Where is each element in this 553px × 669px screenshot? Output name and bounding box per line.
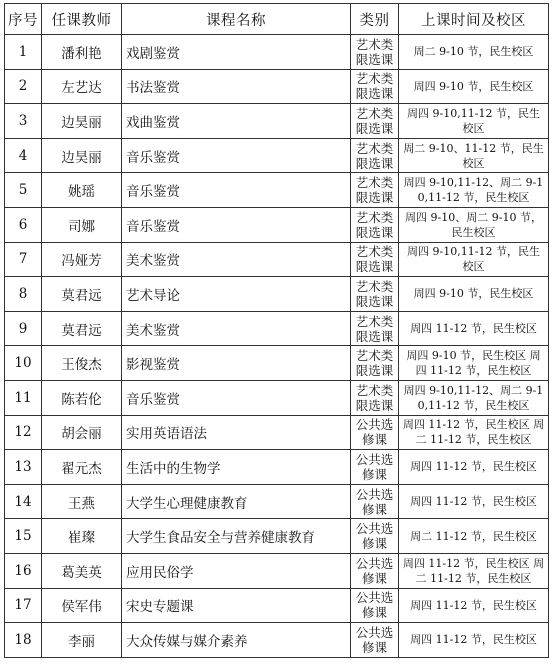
cell-teacher: 冯娅芳 <box>42 242 122 277</box>
cell-course-name: 戏曲鉴赏 <box>122 104 351 139</box>
cell-course-name: 书法鉴赏 <box>122 69 351 104</box>
cell-time-and-campus: 周四 9-10,11-12、周二 9-10,11-12 节，民生校区 <box>399 173 549 208</box>
cell-course-name: 影视鉴赏 <box>122 346 351 381</box>
cell-teacher: 边昊丽 <box>42 104 122 139</box>
table-row <box>5 207 549 242</box>
cell-time-and-campus: 周四 9-10,11-12 节，民生校区 <box>399 104 549 139</box>
table-header-row <box>5 4 549 35</box>
cell-serial-number: 7 <box>5 242 42 277</box>
cell-serial-number: 14 <box>5 484 42 519</box>
table-row <box>5 588 549 623</box>
cell-teacher: 姚瑶 <box>42 173 122 208</box>
cell-course-name: 艺术导论 <box>122 277 351 312</box>
header-category: 类别 <box>351 4 399 35</box>
cell-serial-number: 1 <box>5 35 42 70</box>
cell-serial-number: 10 <box>5 346 42 381</box>
course-table-body <box>5 35 549 658</box>
cell-serial-number: 15 <box>5 519 42 554</box>
table-row <box>5 173 549 208</box>
cell-serial-number: 9 <box>5 311 42 346</box>
cell-serial-number: 12 <box>5 415 42 450</box>
table-row <box>5 277 549 312</box>
cell-teacher: 侯军伟 <box>42 588 122 623</box>
cell-category: 公共选修课 <box>351 588 399 623</box>
cell-time-and-campus: 周四 9-10 节，民生校区 <box>399 69 549 104</box>
table-row <box>5 311 549 346</box>
table-row <box>5 484 549 519</box>
cell-category: 公共选修课 <box>351 553 399 588</box>
cell-time-and-campus: 周二 9-10、11-12 节，民生校区 <box>399 138 549 173</box>
cell-teacher: 葛美英 <box>42 553 122 588</box>
cell-teacher: 王燕 <box>42 484 122 519</box>
cell-category: 艺术类限选课 <box>351 35 399 70</box>
header-teacher: 任课教师 <box>42 4 122 35</box>
table-row <box>5 138 549 173</box>
header-time-and-campus: 上课时间及校区 <box>399 4 549 35</box>
cell-time-and-campus: 周二 9-10 节，民生校区 <box>399 35 549 70</box>
cell-teacher: 崔璨 <box>42 519 122 554</box>
cell-course-name: 音乐鉴赏 <box>122 173 351 208</box>
header-course-name: 课程名称 <box>122 4 351 35</box>
cell-time-and-campus: 周四 11-12 节，民生校区 <box>399 623 549 658</box>
course-table <box>4 3 549 658</box>
cell-serial-number: 3 <box>5 104 42 139</box>
cell-serial-number: 11 <box>5 380 42 415</box>
table-row <box>5 623 549 658</box>
table-row <box>5 415 549 450</box>
cell-time-and-campus: 周四 9-10 节，民生校区 周四 11-12 节，民生校区 <box>399 346 549 381</box>
cell-teacher: 胡会丽 <box>42 415 122 450</box>
cell-category: 艺术类限选课 <box>351 277 399 312</box>
cell-serial-number: 6 <box>5 207 42 242</box>
cell-course-name: 宋史专题课 <box>122 588 351 623</box>
cell-category: 艺术类限选课 <box>351 104 399 139</box>
cell-time-and-campus: 周四 9-10、周二 9-10 节，民生校区 <box>399 207 549 242</box>
cell-serial-number: 4 <box>5 138 42 173</box>
cell-time-and-campus: 周四 11-12 节，民生校区 <box>399 450 549 485</box>
cell-course-name: 大众传媒与媒介素养 <box>122 623 351 658</box>
cell-time-and-campus: 周四 9-10,11-12、周二 9-10,11-12 节，民生校区 <box>399 380 549 415</box>
cell-category: 艺术类限选课 <box>351 69 399 104</box>
cell-course-name: 美术鉴赏 <box>122 311 351 346</box>
cell-teacher: 司娜 <box>42 207 122 242</box>
cell-category: 公共选修课 <box>351 415 399 450</box>
cell-category: 公共选修课 <box>351 450 399 485</box>
table-row <box>5 450 549 485</box>
cell-serial-number: 17 <box>5 588 42 623</box>
cell-course-name: 大学生食品安全与营养健康教育 <box>122 519 351 554</box>
cell-category: 公共选修课 <box>351 623 399 658</box>
cell-teacher: 莫君远 <box>42 311 122 346</box>
cell-category: 公共选修课 <box>351 484 399 519</box>
cell-time-and-campus: 周二 11-12 节，民生校区 <box>399 519 549 554</box>
cell-course-name: 实用英语语法 <box>122 415 351 450</box>
cell-course-name: 戏剧鉴赏 <box>122 35 351 70</box>
cell-serial-number: 2 <box>5 69 42 104</box>
cell-serial-number: 18 <box>5 623 42 658</box>
cell-teacher: 王俊杰 <box>42 346 122 381</box>
cell-teacher: 边昊丽 <box>42 138 122 173</box>
cell-course-name: 生活中的生物学 <box>122 450 351 485</box>
cell-serial-number: 5 <box>5 173 42 208</box>
cell-course-name: 音乐鉴赏 <box>122 380 351 415</box>
cell-course-name: 音乐鉴赏 <box>122 138 351 173</box>
header-serial-number: 序号 <box>5 4 42 35</box>
cell-time-and-campus: 周四 11-12 节，民生校区 周二 11-12 节，民生校区 <box>399 553 549 588</box>
cell-serial-number: 13 <box>5 450 42 485</box>
table-row <box>5 35 549 70</box>
cell-category: 艺术类限选课 <box>351 380 399 415</box>
cell-teacher: 翟元杰 <box>42 450 122 485</box>
table-row <box>5 553 549 588</box>
table-row <box>5 346 549 381</box>
cell-teacher: 莫君远 <box>42 277 122 312</box>
cell-teacher: 左艺达 <box>42 69 122 104</box>
cell-time-and-campus: 周四 9-10 节，民生校区 <box>399 277 549 312</box>
cell-course-name: 应用民俗学 <box>122 553 351 588</box>
table-row <box>5 69 549 104</box>
cell-time-and-campus: 周四 11-12 节，民生校区 <box>399 311 549 346</box>
cell-category: 艺术类限选课 <box>351 346 399 381</box>
cell-category: 艺术类限选课 <box>351 207 399 242</box>
cell-course-name: 音乐鉴赏 <box>122 207 351 242</box>
cell-time-and-campus: 周四 9-10,11-12 节，民生校区 <box>399 242 549 277</box>
cell-time-and-campus: 周四 11-12 节，民生校区 周二 11-12 节，民生校区 <box>399 415 549 450</box>
cell-serial-number: 8 <box>5 277 42 312</box>
cell-category: 艺术类限选课 <box>351 173 399 208</box>
table-row <box>5 242 549 277</box>
table-row <box>5 104 549 139</box>
cell-serial-number: 16 <box>5 553 42 588</box>
cell-course-name: 大学生心理健康教育 <box>122 484 351 519</box>
cell-time-and-campus: 周四 11-12 节，民生校区 <box>399 484 549 519</box>
cell-category: 艺术类限选课 <box>351 138 399 173</box>
cell-category: 艺术类限选课 <box>351 311 399 346</box>
cell-teacher: 潘利艳 <box>42 35 122 70</box>
cell-teacher: 陈若伦 <box>42 380 122 415</box>
cell-category: 公共选修课 <box>351 519 399 554</box>
cell-course-name: 美术鉴赏 <box>122 242 351 277</box>
table-row <box>5 380 549 415</box>
cell-category: 艺术类限选课 <box>351 242 399 277</box>
cell-teacher: 李丽 <box>42 623 122 658</box>
cell-time-and-campus: 周四 11-12 节，民生校区 <box>399 588 549 623</box>
table-row <box>5 519 549 554</box>
